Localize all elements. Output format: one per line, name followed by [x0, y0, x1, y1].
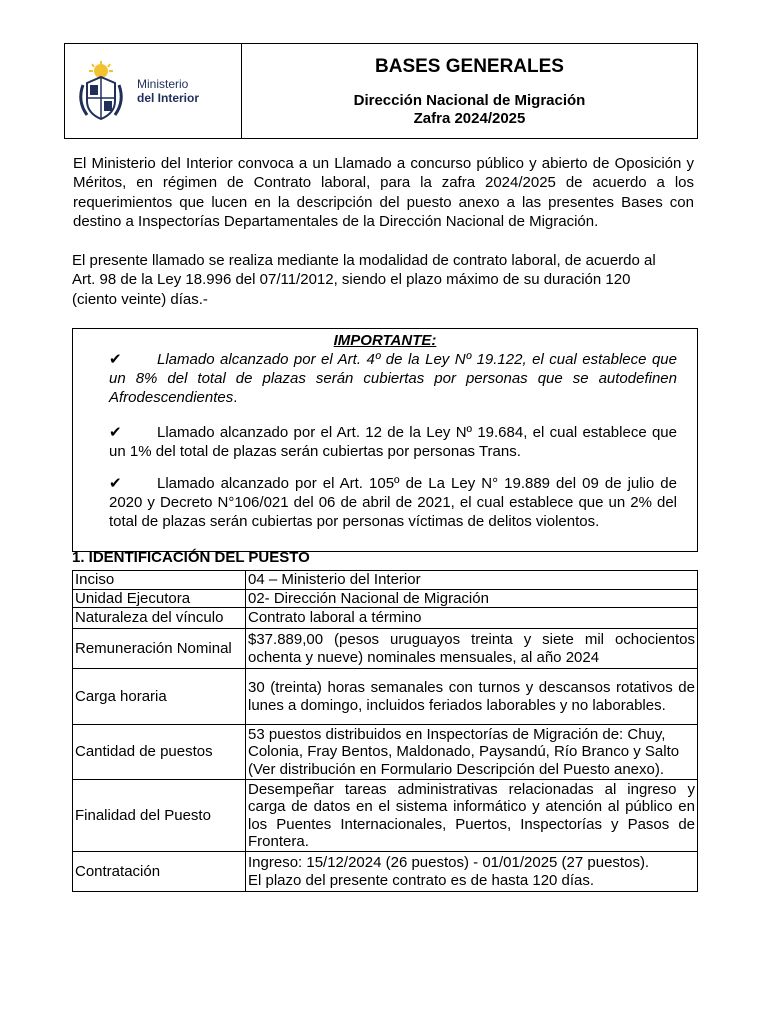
row-value: 02- Dirección Nacional de Migración [246, 589, 698, 608]
row-value: 30 (treinta) horas semanales con turnos y descansos rotativos de lunes a domingo, incluidos feriados laborables y no laborables. [246, 669, 698, 725]
table-row [73, 669, 698, 725]
important-item-trans: ✔ Llamado alcanzado por el Art. 12 de la Ley Nº 19.684, el cual establece que un 1% del total de plazas serán cubiertas por personas Trans. [109, 424, 677, 460]
subtitle-direction: Dirección Nacional de Migración [353, 92, 586, 109]
table-row [73, 725, 698, 780]
table-row [73, 608, 698, 629]
important-title: IMPORTANTE: [333, 332, 437, 349]
ministry-logo [65, 44, 242, 138]
section-identification-title: 1. IDENTIFICACIÓN DEL PUESTO [72, 549, 310, 566]
row-value: $37.889,00 (pesos uruguayos treinta y siete mil ochocientos ochenta y nueve) nominales mensuales, al año 2024 [246, 629, 698, 669]
table-row [73, 571, 698, 590]
important-item-victims: ✔ Llamado alcanzado por el Art. 105º de La Ley N° 19.889 del 09 de julio de 2020 y Decreto N°106/021 del 06 de abril de 2021, el cual establece que un 2% del total de plazas serán cubiertas por personas víctimas de delitos violentos. [109, 475, 677, 530]
contract-duration: El plazo del presente contrato es de hasta 120 días. [248, 871, 595, 889]
row-value: Desempeñar tareas administrativas relacionadas al ingreso y carga de datos en el sistema informático y atención al público en los Puentes Internacionales, Puertos, Inspectorías y Pasos de Frontera. [246, 780, 698, 852]
table-row [73, 780, 698, 852]
logo-line-1: Ministerio [137, 77, 189, 91]
logo-line-2: del Interior [137, 91, 200, 105]
intro-paragraph: El Ministerio del Interior convoca a un Llamado a concurso público y abierto de Oposición y Méritos, en régimen de Contrato laboral, para la zafra 2024/2025 de acuerdo a los requerimientos que lucen en la descripción del puesto anexo a las presentes Bases con destino a Inspectorías Departamentales de la Dirección Nacional de Migración. [73, 155, 694, 230]
document-header [64, 43, 698, 139]
contract-start-dates: Ingreso: 15/12/2024 (26 puestos) - 01/01/2025 (27 puestos). [248, 854, 650, 871]
row-label: Unidad Ejecutora [73, 589, 246, 608]
row-value: Contrato laboral a término [246, 608, 698, 629]
checkmark-icon: ✔ [109, 475, 122, 492]
row-label: Contratación [73, 852, 246, 892]
row-label: Finalidad del Puesto [73, 780, 246, 852]
table-row [73, 589, 698, 608]
row-label: Cantidad de puestos [73, 725, 246, 780]
modality-line-1: El presente llamado se realiza mediante la modalidad de contrato laboral, de acuerdo al [72, 252, 656, 269]
modality-paragraph [72, 251, 692, 309]
modality-line-3: (ciento veinte) días.- [72, 290, 208, 308]
row-label: Naturaleza del vínculo [73, 608, 246, 629]
subtitle-zafra: Zafra 2024/2025 [413, 110, 526, 127]
table-row [73, 629, 698, 669]
row-label: Remuneración Nominal [73, 629, 246, 669]
important-item-afro: ✔ Llamado alcanzado por el Art. 4º de la Ley Nº 19.122, el cual establece que un 8% del total de plazas serán cubiertas por personas que se autodefinen Afrodescendientes. [109, 351, 677, 406]
row-value: 04 – Ministerio del Interior [246, 571, 698, 590]
important-box [72, 328, 698, 552]
position-table [72, 570, 698, 892]
modality-line-2: Art. 98 de la Ley 18.996 del 07/11/2012, siendo el plazo máximo de su duración 120 [72, 271, 631, 289]
row-label: Carga horaria [73, 669, 246, 725]
table-row [73, 852, 698, 892]
checkmark-icon: ✔ [109, 424, 122, 441]
row-value [246, 852, 698, 892]
checkmark-icon: ✔ [109, 351, 122, 368]
row-value: 53 puestos distribuidos en Inspectorías de Migración de: Chuy, Colonia, Fray Bentos, Maldonado, Paysandú, Río Branco y Salto (Ver distribución en Formulario Descripción del Puesto anexo). [246, 725, 698, 780]
page-title: BASES GENERALES [375, 56, 564, 77]
row-label: Inciso [73, 571, 246, 590]
uruguay-coat-of-arms-icon [75, 61, 127, 121]
